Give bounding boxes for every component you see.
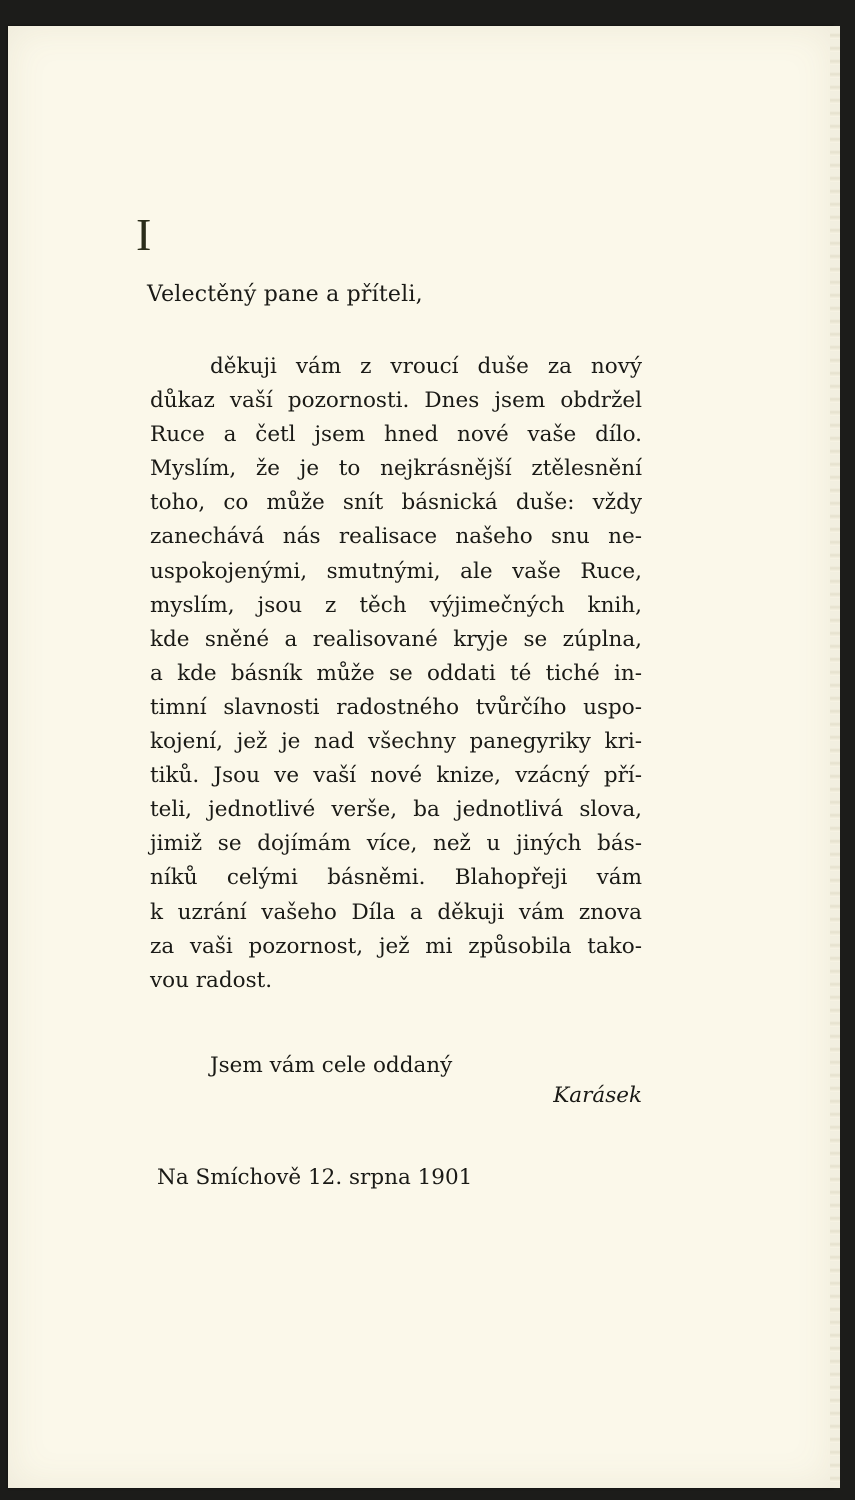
letter-number: I [136, 209, 152, 260]
salutation: Velectěný pane a příteli, [147, 282, 423, 307]
body-line: kde sněné a realisované kryje se zúplna, [150, 626, 642, 652]
body-line: vou radost. [150, 967, 273, 993]
body-line: myslím, jsou z těch výjimečných knih, [150, 592, 642, 618]
body-line: děkuji vám z vroucí duše za nový [210, 354, 642, 379]
signature: Karásek [553, 1083, 642, 1108]
letter-page [8, 26, 834, 1488]
body-line: kojení, jež je nad všechny panegyriky kri- [150, 729, 642, 755]
body-line: k uzrání vašeho Díla a děkuji vám znova [150, 899, 642, 925]
body-line: a kde básník může se oddati té tiché in- [150, 660, 642, 686]
body-line: Myslím, že je to nejkrásnější ztělesnění [150, 456, 642, 482]
body-line: důkaz vaší pozornosti. Dnes jsem obdržel [150, 388, 642, 414]
body-line: teli, jednotlivé verše, ba jednotlivá slova, [150, 797, 642, 823]
body-line: zanechává nás realisace našeho snu ne- [150, 524, 642, 550]
body-line: za vaši pozornost, jež mi způsobila tako- [150, 933, 642, 959]
body-line: timní slavnosti radostného tvůrčího uspo- [150, 694, 642, 720]
body-line: toho, co může snít básnická duše: vždy [150, 490, 642, 516]
letter-body [150, 350, 642, 998]
body-line: jimiž se dojímám více, než u jiných bás- [150, 831, 642, 857]
dateline: Na Smíchově 12. srpna 1901 [157, 1165, 473, 1190]
body-line: tiků. Jsou ve vaší nové knize, vzácný pří- [150, 763, 642, 789]
body-line: níků celými básněmi. Blahopřeji vám [150, 865, 642, 891]
deckle-edge [830, 26, 840, 1488]
body-line: Ruce a četl jsem hned nové vaše dílo. [150, 422, 642, 448]
body-line: uspokojenými, smutnými, ale vaše Ruce, [150, 558, 642, 584]
closing: Jsem vám cele oddaný [210, 1053, 453, 1078]
